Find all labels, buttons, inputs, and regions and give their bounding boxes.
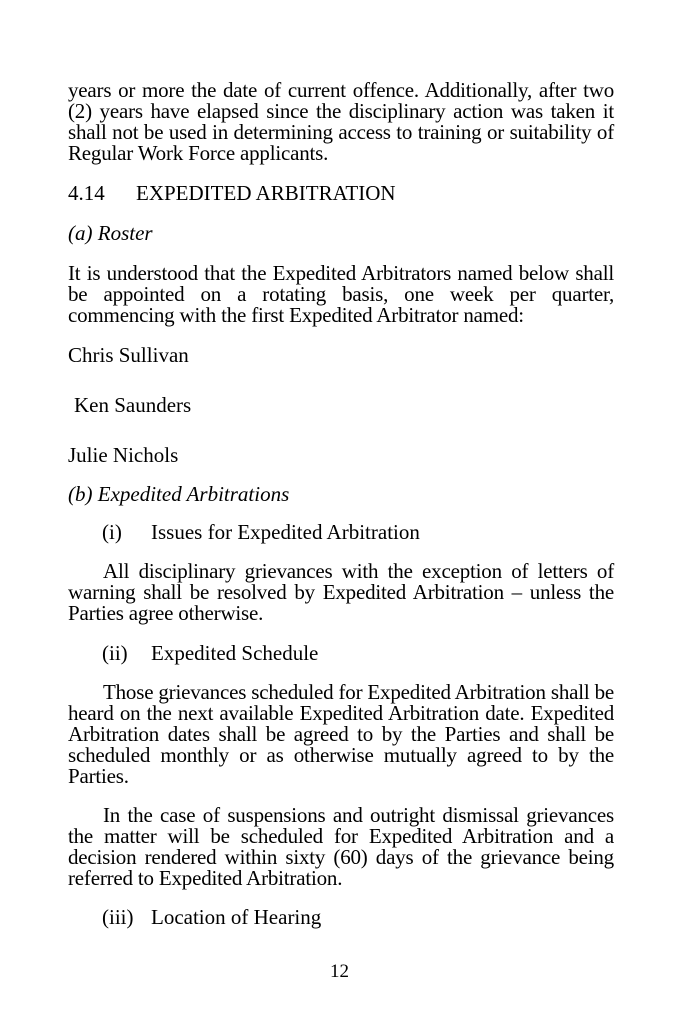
roster-name-1: Chris Sullivan [68,343,189,367]
intro-paragraph: years or more the date of current offence. Additionally, after two (2) years have elapsed since the disciplinary action was taken it shall not be used in determining access to training or suitability of Regular Work Force applicants. [68,78,614,165]
roster-name-2: Ken Saunders [74,393,192,417]
item-ii-title: Expedited Schedule [151,641,319,665]
item-i-paragraph: All disciplinary grievances with the exception of letters of warning shall be resolved by Expedited Arbitration – unless the Parties agree otherwise. [68,559,614,625]
page-content [68,80,614,928]
section-number: 4.14 [68,181,105,205]
section-title: EXPEDITED ARBITRATION [136,181,396,205]
roster-title: Roster [97,221,153,245]
expedited-title: Expedited Arbitrations [97,482,290,506]
item-iii-number: (iii) [102,905,134,929]
page-number: 12 [330,961,349,982]
item-ii-paragraph-1: Those grievances scheduled for Expedited Arbitration shall be heard on the next available Expedited Arbitration date. Expedited Arbitration dates shall be agreed to by the Parties and shall be scheduled monthly or as otherwise mutually agreed to by the Parties. [68,680,614,788]
item-i-number: (i) [102,520,122,544]
section-heading [68,183,614,204]
expedited-heading [68,484,614,505]
item-i-title: Issues for Expedited Arbitration [151,520,420,544]
expedited-label: (b) [68,482,93,506]
item-ii-paragraph-2: In the case of suspensions and outright dismissal grievances the matter will be scheduled for Expedited Arbitration and a decision rendered within sixty (60) days of the grievance being referred to Expedited Arbitration. [68,803,614,890]
item-i-heading [68,522,614,543]
item-iii-title: Location of Hearing [151,905,322,929]
roster-paragraph: It is understood that the Expedited Arbitrators named below shall be appointed on a rotating basis, one week per quarter, commencing with the first Expedited Arbitrator named: [68,261,614,327]
roster-heading [68,223,614,244]
item-ii-heading [68,643,614,664]
item-ii-number: (ii) [102,641,128,665]
roster-name-3: Julie Nichols [68,443,179,467]
item-iii-heading [68,907,614,928]
roster-label: (a) [68,221,93,245]
